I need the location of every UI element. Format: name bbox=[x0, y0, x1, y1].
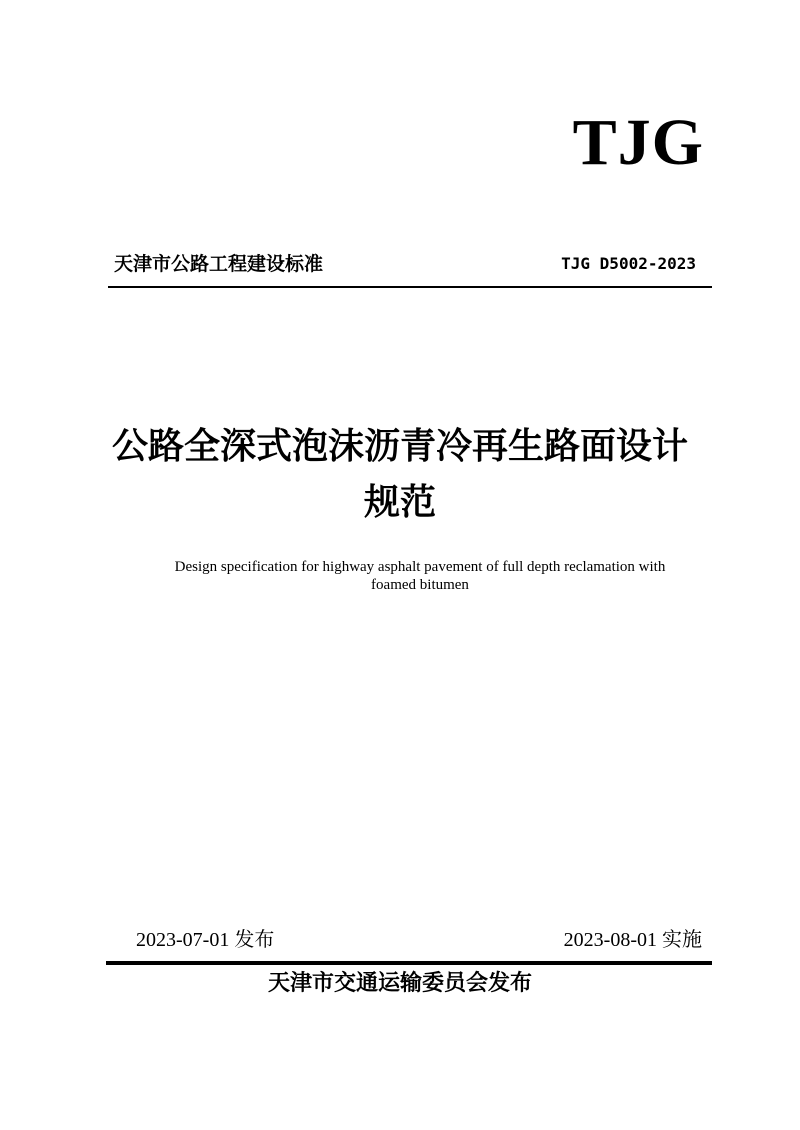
header-divider bbox=[108, 286, 712, 288]
english-title bbox=[120, 558, 720, 594]
implementation-date: 2023-08-01 实施 bbox=[563, 929, 702, 951]
standard-code: TJG D5002-2023 bbox=[561, 254, 696, 273]
issue-date: 2023-07-01 发布 bbox=[136, 929, 275, 951]
publisher: 天津市交通运输委员会发布 bbox=[267, 971, 532, 996]
title-line-2: 规范 bbox=[363, 481, 436, 523]
title-line-1: 公路全深式泡沫沥青冷再生路面设计 bbox=[111, 425, 688, 467]
footer-divider bbox=[106, 961, 712, 965]
standard-category: 天津市公路工程建设标准 bbox=[114, 253, 324, 275]
tjg-logo: TJG bbox=[572, 106, 704, 179]
english-title-line-2: foamed bitumen bbox=[371, 577, 469, 593]
document-title bbox=[60, 418, 740, 530]
english-title-line-1: Design specification for highway asphalt pavement of full depth reclamation with bbox=[174, 559, 666, 575]
